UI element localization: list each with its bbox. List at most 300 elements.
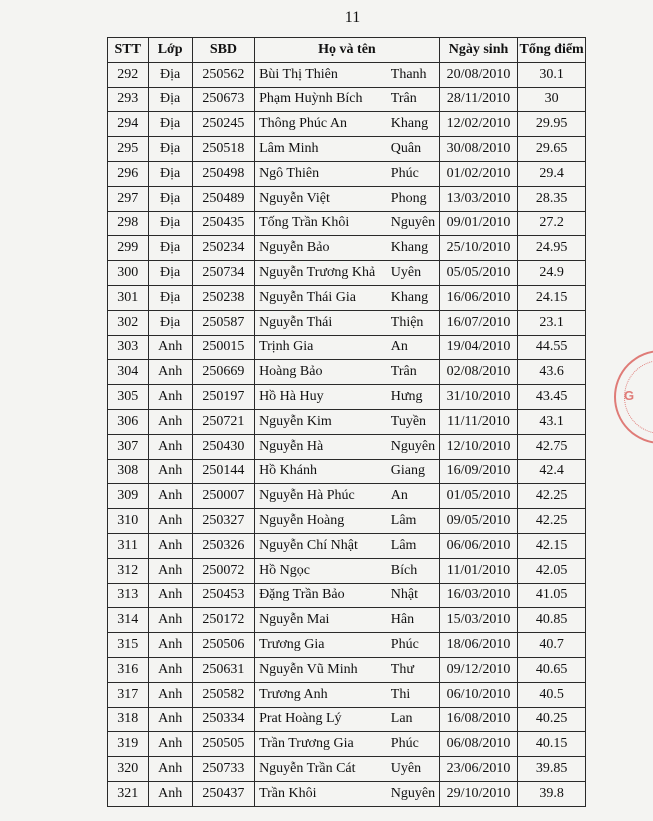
cell-sbd: 250669 <box>192 360 254 385</box>
cell-sbd: 250453 <box>192 583 254 608</box>
cell-tong-diem: 39.8 <box>518 781 586 806</box>
cell-sbd: 250007 <box>192 484 254 509</box>
cell-lop: Anh <box>148 657 192 682</box>
middle-last-name: Hồ Hà Huy <box>259 389 324 405</box>
cell-lop: Anh <box>148 558 192 583</box>
cell-ngay-sinh: 06/06/2010 <box>439 533 517 558</box>
cell-lop: Anh <box>148 335 192 360</box>
first-name: Hân <box>390 612 415 628</box>
cell-sbd: 250072 <box>192 558 254 583</box>
cell-ho-ten <box>255 781 440 806</box>
cell-lop: Anh <box>148 757 192 782</box>
first-name: Phúc <box>390 637 419 653</box>
first-name: Thi <box>390 686 411 702</box>
full-name <box>255 737 439 751</box>
cell-sbd: 250326 <box>192 533 254 558</box>
table-row <box>108 459 586 484</box>
first-name: An <box>390 339 408 355</box>
cell-sbd: 250734 <box>192 261 254 286</box>
cell-lop: Địa <box>148 112 192 137</box>
table-row <box>108 682 586 707</box>
cell-stt: 309 <box>108 484 149 509</box>
cell-tong-diem: 28.35 <box>518 186 586 211</box>
page-number: 11 <box>344 9 361 26</box>
first-name: Nguyên <box>390 438 436 454</box>
middle-last-name: Prat Hoàng Lý <box>259 711 342 727</box>
cell-ho-ten <box>255 533 440 558</box>
table-row <box>108 385 586 410</box>
cell-sbd: 250587 <box>192 310 254 335</box>
first-name: Khang <box>390 116 429 132</box>
results-table <box>107 37 586 807</box>
cell-ngay-sinh: 06/08/2010 <box>439 732 517 757</box>
cell-stt: 303 <box>108 335 149 360</box>
first-name: Khang <box>390 240 429 256</box>
cell-lop: Anh <box>148 484 192 509</box>
cell-sbd: 250015 <box>192 335 254 360</box>
cell-tong-diem: 42.05 <box>518 558 586 583</box>
first-name: Thanh <box>390 66 427 82</box>
cell-stt: 295 <box>108 137 149 162</box>
cell-tong-diem: 43.45 <box>518 385 586 410</box>
cell-ngay-sinh: 01/05/2010 <box>439 484 517 509</box>
cell-ngay-sinh: 09/12/2010 <box>439 657 517 682</box>
cell-stt: 298 <box>108 211 149 236</box>
full-name <box>255 564 439 578</box>
cell-stt: 306 <box>108 409 149 434</box>
cell-ngay-sinh: 23/06/2010 <box>439 757 517 782</box>
cell-tong-diem: 27.2 <box>518 211 586 236</box>
first-name: Nguyên <box>390 215 436 231</box>
first-name: Nguyên <box>390 785 436 801</box>
cell-sbd: 250197 <box>192 385 254 410</box>
middle-last-name: Thông Phúc An <box>259 116 347 132</box>
cell-sbd: 250437 <box>192 781 254 806</box>
first-name: Hưng <box>390 389 423 405</box>
cell-sbd: 250721 <box>192 409 254 434</box>
cell-tong-diem: 42.75 <box>518 434 586 459</box>
cell-stt: 300 <box>108 261 149 286</box>
cell-ho-ten <box>255 732 440 757</box>
full-name <box>255 539 439 553</box>
cell-ho-ten <box>255 360 440 385</box>
cell-ho-ten <box>255 261 440 286</box>
cell-lop: Anh <box>148 360 192 385</box>
cell-ngay-sinh: 16/06/2010 <box>439 285 517 310</box>
cell-sbd: 250518 <box>192 137 254 162</box>
cell-tong-diem: 23.1 <box>518 310 586 335</box>
table-row <box>108 707 586 732</box>
cell-ngay-sinh: 25/10/2010 <box>439 236 517 261</box>
middle-last-name: Nguyễn Chí Nhật <box>259 537 358 553</box>
cell-stt: 297 <box>108 186 149 211</box>
cell-ngay-sinh: 16/09/2010 <box>439 459 517 484</box>
middle-last-name: Nguyễn Mai <box>259 612 330 628</box>
cell-tong-diem: 42.25 <box>518 484 586 509</box>
cell-stt: 318 <box>108 707 149 732</box>
table-row <box>108 434 586 459</box>
cell-stt: 304 <box>108 360 149 385</box>
cell-ho-ten <box>255 558 440 583</box>
cell-stt: 292 <box>108 62 149 87</box>
cell-lop: Anh <box>148 509 192 534</box>
stamp-letter: G <box>624 388 635 403</box>
cell-ho-ten <box>255 608 440 633</box>
table-row <box>108 781 586 806</box>
middle-last-name: Nguyễn Thái Gia <box>259 289 357 305</box>
first-name: Thiện <box>390 314 424 330</box>
middle-last-name: Nguyễn Hà Phúc <box>259 488 355 504</box>
middle-last-name: Phạm Huỳnh Bích <box>259 91 363 107</box>
table-header-row <box>108 38 586 63</box>
middle-last-name: Tống Trần Khôi <box>259 215 350 231</box>
cell-stt: 308 <box>108 459 149 484</box>
middle-last-name: Hồ Khánh <box>259 463 317 479</box>
cell-stt: 319 <box>108 732 149 757</box>
table-row <box>108 236 586 261</box>
middle-last-name: Bùi Thị Thiên <box>259 66 338 82</box>
cell-tong-diem: 29.65 <box>518 137 586 162</box>
middle-last-name: Nguyễn Kim <box>259 413 332 429</box>
cell-lop: Địa <box>148 236 192 261</box>
middle-last-name: Trương Anh <box>259 686 328 702</box>
cell-sbd: 250172 <box>192 608 254 633</box>
cell-sbd: 250435 <box>192 211 254 236</box>
cell-lop: Anh <box>148 459 192 484</box>
cell-sbd: 250631 <box>192 657 254 682</box>
first-name: Lan <box>390 711 413 727</box>
first-name: Nhật <box>390 587 418 603</box>
cell-ho-ten <box>255 236 440 261</box>
table-row <box>108 186 586 211</box>
cell-lop: Địa <box>148 285 192 310</box>
cell-ngay-sinh: 06/10/2010 <box>439 682 517 707</box>
cell-ho-ten <box>255 112 440 137</box>
cell-ho-ten <box>255 583 440 608</box>
cell-stt: 312 <box>108 558 149 583</box>
cell-ngay-sinh: 01/02/2010 <box>439 161 517 186</box>
full-name <box>255 613 439 627</box>
cell-lop: Địa <box>148 261 192 286</box>
full-name <box>255 688 439 702</box>
table-row <box>108 558 586 583</box>
cell-ngay-sinh: 16/07/2010 <box>439 310 517 335</box>
cell-ho-ten <box>255 161 440 186</box>
middle-last-name: Lâm Minh <box>259 141 319 157</box>
table-row <box>108 161 586 186</box>
cell-tong-diem: 29.95 <box>518 112 586 137</box>
cell-ngay-sinh: 13/03/2010 <box>439 186 517 211</box>
cell-sbd: 250234 <box>192 236 254 261</box>
cell-lop: Địa <box>148 87 192 112</box>
cell-lop: Anh <box>148 533 192 558</box>
cell-stt: 302 <box>108 310 149 335</box>
cell-lop: Anh <box>148 732 192 757</box>
cell-tong-diem: 30 <box>518 87 586 112</box>
cell-ngay-sinh: 31/10/2010 <box>439 385 517 410</box>
middle-last-name: Trần Trương Gia <box>259 736 354 752</box>
table-row <box>108 484 586 509</box>
full-name <box>255 762 439 776</box>
cell-tong-diem: 43.1 <box>518 409 586 434</box>
cell-ngay-sinh: 29/10/2010 <box>439 781 517 806</box>
cell-stt: 294 <box>108 112 149 137</box>
cell-stt: 299 <box>108 236 149 261</box>
first-name: Lâm <box>390 513 417 529</box>
middle-last-name: Hồ Ngọc <box>259 562 310 578</box>
full-name <box>255 440 439 454</box>
table-row <box>108 657 586 682</box>
cell-lop: Anh <box>148 583 192 608</box>
table-row <box>108 285 586 310</box>
table-row <box>108 633 586 658</box>
cell-ngay-sinh: 05/05/2010 <box>439 261 517 286</box>
cell-stt: 314 <box>108 608 149 633</box>
cell-stt: 317 <box>108 682 149 707</box>
cell-tong-diem: 40.65 <box>518 657 586 682</box>
table-row <box>108 409 586 434</box>
full-name <box>255 192 439 206</box>
middle-last-name: Nguyễn Hà <box>259 438 324 454</box>
first-name: Lâm <box>390 537 417 553</box>
header-ngay-sinh: Ngày sinh <box>439 38 517 63</box>
cell-ngay-sinh: 11/01/2010 <box>439 558 517 583</box>
cell-sbd: 250498 <box>192 161 254 186</box>
table-row <box>108 533 586 558</box>
table-row <box>108 310 586 335</box>
cell-ngay-sinh: 30/08/2010 <box>439 137 517 162</box>
red-seal-stamp <box>614 350 653 444</box>
first-name: Quân <box>390 141 422 157</box>
cell-sbd: 250562 <box>192 62 254 87</box>
full-name <box>255 117 439 131</box>
table-row <box>108 87 586 112</box>
full-name <box>255 514 439 528</box>
cell-ngay-sinh: 18/06/2010 <box>439 633 517 658</box>
middle-last-name: Trần Khôi <box>259 785 317 801</box>
cell-sbd: 250505 <box>192 732 254 757</box>
cell-ngay-sinh: 28/11/2010 <box>439 87 517 112</box>
cell-sbd: 250334 <box>192 707 254 732</box>
table-row <box>108 360 586 385</box>
full-name <box>255 489 439 503</box>
cell-lop: Địa <box>148 310 192 335</box>
full-name <box>255 167 439 181</box>
cell-lop: Anh <box>148 633 192 658</box>
cell-ho-ten <box>255 137 440 162</box>
cell-ngay-sinh: 12/02/2010 <box>439 112 517 137</box>
full-name <box>255 712 439 726</box>
cell-tong-diem: 41.05 <box>518 583 586 608</box>
cell-tong-diem: 42.15 <box>518 533 586 558</box>
full-name <box>255 390 439 404</box>
table-row <box>108 732 586 757</box>
table-row <box>108 583 586 608</box>
table-row <box>108 509 586 534</box>
cell-ho-ten <box>255 211 440 236</box>
cell-ho-ten <box>255 757 440 782</box>
cell-ngay-sinh: 19/04/2010 <box>439 335 517 360</box>
cell-tong-diem: 40.85 <box>518 608 586 633</box>
cell-ho-ten <box>255 657 440 682</box>
cell-stt: 311 <box>108 533 149 558</box>
cell-ho-ten <box>255 87 440 112</box>
cell-tong-diem: 40.25 <box>518 707 586 732</box>
table-row <box>108 335 586 360</box>
table-row <box>108 757 586 782</box>
cell-ho-ten <box>255 682 440 707</box>
full-name <box>255 663 439 677</box>
cell-lop: Anh <box>148 781 192 806</box>
cell-ngay-sinh: 20/08/2010 <box>439 62 517 87</box>
middle-last-name: Nguyễn Trần Cát <box>259 761 356 776</box>
first-name: Phúc <box>390 736 419 752</box>
first-name: Phúc <box>390 165 419 181</box>
cell-ngay-sinh: 16/03/2010 <box>439 583 517 608</box>
cell-ngay-sinh: 12/10/2010 <box>439 434 517 459</box>
cell-ho-ten <box>255 62 440 87</box>
cell-sbd: 250489 <box>192 186 254 211</box>
first-name: Uyên <box>390 761 422 776</box>
full-name <box>255 241 439 255</box>
cell-tong-diem: 44.55 <box>518 335 586 360</box>
cell-tong-diem: 30.1 <box>518 62 586 87</box>
cell-ho-ten <box>255 509 440 534</box>
first-name: Uyên <box>390 265 422 281</box>
cell-tong-diem: 29.4 <box>518 161 586 186</box>
cell-lop: Địa <box>148 186 192 211</box>
middle-last-name: Nguyễn Hoàng <box>259 513 345 529</box>
cell-stt: 296 <box>108 161 149 186</box>
table-body <box>108 62 586 806</box>
cell-lop: Anh <box>148 682 192 707</box>
cell-lop: Địa <box>148 137 192 162</box>
cell-tong-diem: 42.4 <box>518 459 586 484</box>
full-name <box>255 464 439 478</box>
first-name: Bích <box>390 562 418 578</box>
cell-stt: 301 <box>108 285 149 310</box>
cell-ho-ten <box>255 484 440 509</box>
first-name: Trân <box>390 91 417 107</box>
cell-sbd: 250238 <box>192 285 254 310</box>
cell-stt: 305 <box>108 385 149 410</box>
cell-stt: 315 <box>108 633 149 658</box>
first-name: Tuyền <box>390 413 427 429</box>
cell-ngay-sinh: 09/05/2010 <box>439 509 517 534</box>
cell-lop: Địa <box>148 211 192 236</box>
full-name <box>255 266 439 280</box>
full-name <box>255 415 439 429</box>
cell-ho-ten <box>255 310 440 335</box>
cell-lop: Địa <box>148 161 192 186</box>
middle-last-name: Trịnh Gia <box>259 339 314 355</box>
cell-sbd: 250327 <box>192 509 254 534</box>
full-name <box>255 92 439 106</box>
cell-ho-ten <box>255 186 440 211</box>
cell-ngay-sinh: 02/08/2010 <box>439 360 517 385</box>
table-row <box>108 608 586 633</box>
cell-lop: Anh <box>148 409 192 434</box>
cell-sbd: 250582 <box>192 682 254 707</box>
cell-tong-diem: 24.95 <box>518 236 586 261</box>
cell-lop: Anh <box>148 608 192 633</box>
full-name <box>255 316 439 330</box>
first-name: An <box>390 488 408 504</box>
cell-tong-diem: 24.9 <box>518 261 586 286</box>
table-row <box>108 137 586 162</box>
cell-lop: Anh <box>148 707 192 732</box>
cell-ho-ten <box>255 285 440 310</box>
cell-stt: 307 <box>108 434 149 459</box>
first-name: Thư <box>390 661 414 677</box>
full-name <box>255 638 439 652</box>
cell-lop: Anh <box>148 434 192 459</box>
middle-last-name: Hoàng Bảo <box>259 364 323 380</box>
cell-sbd: 250245 <box>192 112 254 137</box>
cell-stt: 321 <box>108 781 149 806</box>
cell-ho-ten <box>255 335 440 360</box>
table-row <box>108 112 586 137</box>
cell-tong-diem: 40.15 <box>518 732 586 757</box>
cell-sbd: 250673 <box>192 87 254 112</box>
header-sbd: SBD <box>192 38 254 63</box>
cell-stt: 320 <box>108 757 149 782</box>
first-name: Phong <box>390 190 427 206</box>
cell-sbd: 250144 <box>192 459 254 484</box>
table-row <box>108 261 586 286</box>
header-tong-diem: Tổng điểm <box>518 38 586 63</box>
full-name <box>255 787 439 801</box>
first-name: Khang <box>390 289 429 305</box>
full-name <box>255 142 439 156</box>
cell-ngay-sinh: 09/01/2010 <box>439 211 517 236</box>
cell-ho-ten <box>255 434 440 459</box>
header-lop: Lớp <box>148 38 192 63</box>
cell-ho-ten <box>255 633 440 658</box>
middle-last-name: Nguyễn Trương Khả <box>259 265 376 281</box>
cell-tong-diem: 24.15 <box>518 285 586 310</box>
middle-last-name: Đặng Trần Bảo <box>259 587 345 603</box>
cell-ho-ten <box>255 707 440 732</box>
cell-stt: 310 <box>108 509 149 534</box>
table-row <box>108 211 586 236</box>
first-name: Giang <box>390 463 425 479</box>
middle-last-name: Ngô Thiên <box>259 165 320 181</box>
full-name <box>255 340 439 354</box>
full-name <box>255 68 439 82</box>
cell-ho-ten <box>255 409 440 434</box>
middle-last-name: Trương Gia <box>259 637 325 653</box>
cell-tong-diem: 39.85 <box>518 757 586 782</box>
cell-lop: Địa <box>148 62 192 87</box>
cell-tong-diem: 40.7 <box>518 633 586 658</box>
cell-ho-ten <box>255 385 440 410</box>
first-name: Trân <box>390 364 417 380</box>
cell-tong-diem: 40.5 <box>518 682 586 707</box>
cell-tong-diem: 43.6 <box>518 360 586 385</box>
cell-sbd: 250733 <box>192 757 254 782</box>
full-name <box>255 365 439 379</box>
cell-tong-diem: 42.25 <box>518 509 586 534</box>
cell-stt: 293 <box>108 87 149 112</box>
middle-last-name: Nguyễn Việt <box>259 190 330 206</box>
middle-last-name: Nguyễn Bảo <box>259 240 330 256</box>
cell-ngay-sinh: 15/03/2010 <box>439 608 517 633</box>
table-row <box>108 62 586 87</box>
middle-last-name: Nguyễn Thái <box>259 314 333 330</box>
header-stt: STT <box>108 38 149 63</box>
cell-stt: 316 <box>108 657 149 682</box>
